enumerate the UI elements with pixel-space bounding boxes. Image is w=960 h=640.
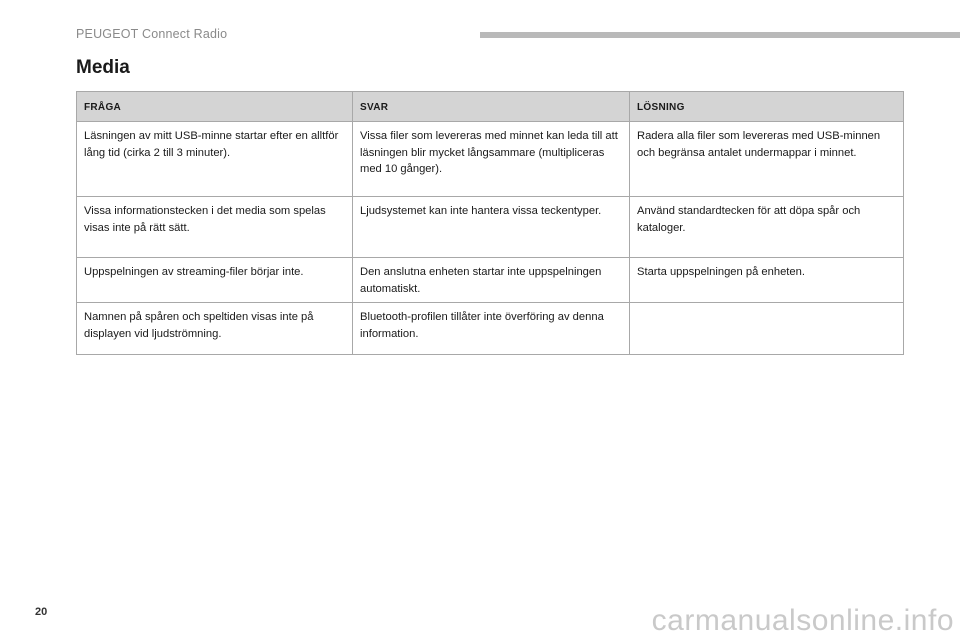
answer-cell: Den anslutna enheten startar inte uppspelningen automatiskt. [353,258,630,303]
document-header-title: PEUGEOT Connect Radio [76,27,228,41]
question-cell: Namnen på spåren och speltiden visas inte på displayen vid ljudströmning. [77,303,353,355]
question-cell: Uppspelningen av streaming-filer börjar inte. [77,258,353,303]
page-heading: Media [76,57,130,78]
header-divider-bar [480,32,960,38]
answer-cell: Bluetooth-profilen tillåter inte överföring av denna information. [353,303,630,355]
table-row [77,303,904,355]
table-row [77,122,904,197]
watermark-text: carmanualsonline.info [651,604,954,637]
answer-cell: Ljudsystemet kan inte hantera vissa teckentyper. [353,197,630,258]
page-number: 20 [35,606,48,618]
answer-cell: Vissa filer som levereras med minnet kan leda till att läsningen blir mycket långsammare (multipliceras med 10 gånger). [353,122,630,197]
table-row [77,197,904,258]
table-header-row [77,92,904,122]
solution-cell: Starta uppspelningen på enheten. [630,258,904,303]
solution-cell: Använd standardtecken för att döpa spår och kataloger. [630,197,904,258]
table-row [77,258,904,303]
question-cell: Läsningen av mitt USB-minne startar efter en alltför lång tid (cirka 2 till 3 minuter). [77,122,353,197]
solution-cell: Radera alla filer som levereras med USB-minnen och begränsa antalet undermappar i minnet. [630,122,904,197]
column-header-question: FRÅGA [77,92,353,122]
column-header-answer: SVAR [353,92,630,122]
question-cell: Vissa informationstecken i det media som spelas visas inte på rätt sätt. [77,197,353,258]
troubleshooting-table [76,91,904,355]
column-header-solution: LÖSNING [630,92,904,122]
solution-cell [630,303,904,355]
